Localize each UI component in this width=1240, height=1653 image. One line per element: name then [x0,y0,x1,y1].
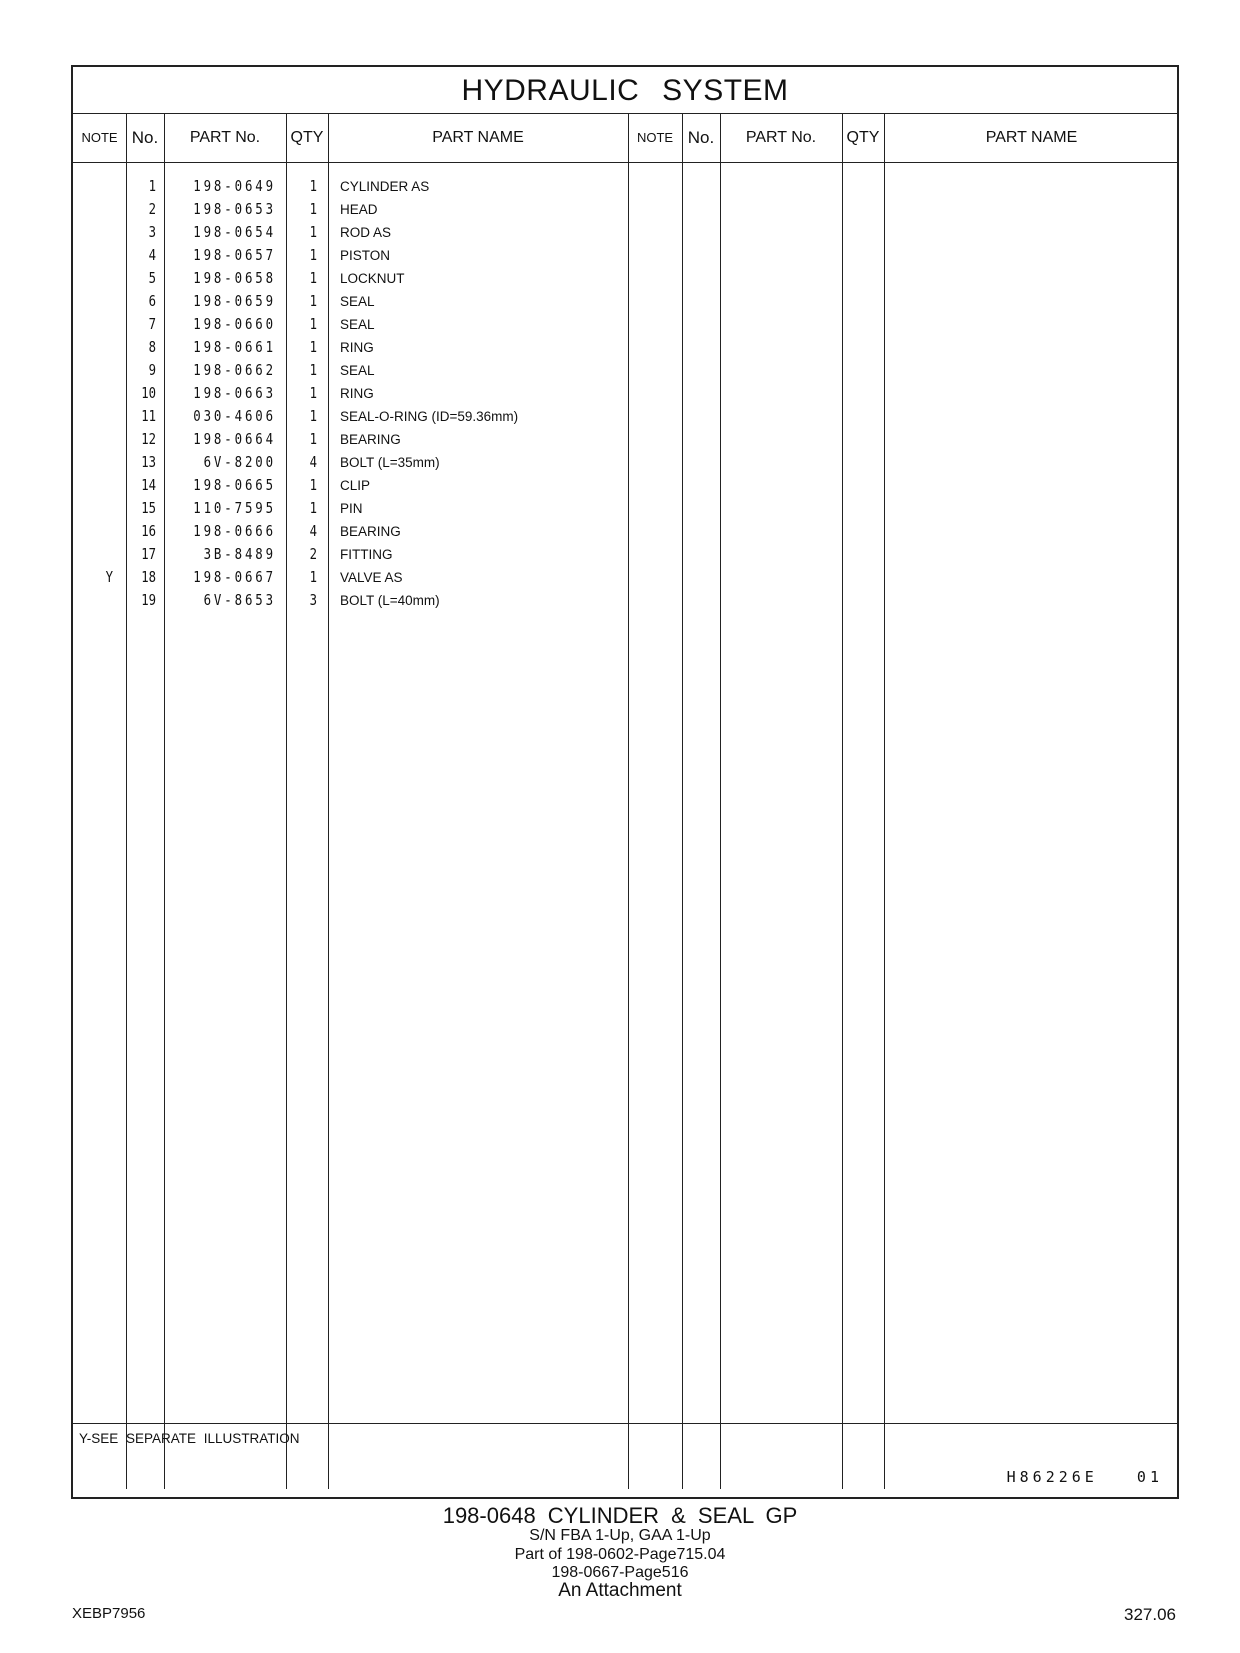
table-row [73,543,633,566]
item-number: 18 [141,568,156,586]
table-row [73,175,633,198]
item-number: 10 [141,384,156,402]
quantity: 1 [309,430,317,448]
header-note: NOTE [636,130,674,145]
part-number: 110-7595 [193,499,276,517]
footnote-divider [73,1423,1177,1424]
quantity: 1 [309,568,317,586]
part-number: 6V-8200 [203,453,276,471]
item-number: 9 [148,361,156,379]
table-row [73,244,633,267]
table-row [73,497,633,520]
table-title: HYDRAULIC SYSTEM [461,74,789,107]
column-divider [720,113,721,1489]
quantity: 1 [309,338,317,356]
page-number: 327.06 [1124,1605,1176,1624]
quantity: 1 [309,269,317,287]
quantity: 1 [309,200,317,218]
column-divider [884,113,885,1489]
part-name: BEARING [340,524,401,539]
quantity: 1 [309,292,317,310]
note-cell [80,520,113,543]
column-divider [682,113,683,1489]
header-note: NOTE [81,130,118,145]
part-number: 198-0658 [193,269,276,287]
note-cell [80,336,113,359]
note-cell: Y [105,568,113,586]
note-cell [80,451,113,474]
header-part-name: PART NAME [432,129,524,146]
table-row [73,520,633,543]
item-number: 19 [141,591,156,609]
part-name: SEAL [340,317,375,332]
part-name: SEAL [340,363,375,378]
note-cell [80,382,113,405]
part-number: 6V-8653 [203,591,276,609]
quantity: 1 [309,315,317,333]
item-number: 11 [141,407,156,425]
part-number: 198-0660 [193,315,276,333]
quantity: 1 [309,361,317,379]
part-number: 198-0657 [193,246,276,264]
table-row [73,313,633,336]
part-name: HEAD [340,202,378,217]
note-cell [80,175,113,198]
part-name: SEAL-O-RING (ID=59.36mm) [340,409,519,424]
note-cell [80,198,113,221]
parent-reference: Part of 198-0602-Page715.04 [514,1546,726,1563]
note-cell [80,589,113,612]
item-number: 7 [148,315,156,333]
note-cell [80,543,113,566]
part-number: 198-0659 [193,292,276,310]
note-cell [80,428,113,451]
header-divider [73,162,1177,163]
attachment-label: An Attachment [558,1580,682,1601]
part-number: 198-0654 [193,223,276,241]
header-part-name: PART NAME [985,129,1078,146]
quantity: 2 [309,545,317,563]
part-name: LOCKNUT [340,271,405,286]
item-number: 8 [148,338,156,356]
note-cell [80,474,113,497]
quantity: 1 [309,177,317,195]
header-part-no: PART No. [189,129,261,146]
illustration-id: H86226E 01 [1006,1468,1163,1486]
part-name: CYLINDER AS [340,179,430,194]
table-row [73,267,633,290]
part-number: 198-0663 [193,384,276,402]
serial-range: S/N FBA 1-Up, GAA 1-Up [529,1527,711,1544]
part-number: 198-0664 [193,430,276,448]
table-row [73,405,633,428]
part-name: RING [340,386,374,401]
part-number: 198-0653 [193,200,276,218]
header-qty: QTY [290,129,324,146]
item-number: 3 [148,223,156,241]
item-number: 16 [141,522,156,540]
table-row [73,451,633,474]
part-name: RING [340,340,374,355]
note-cell [80,313,113,336]
table-row [73,198,633,221]
table-row [73,359,633,382]
table-row [73,589,633,612]
note-cell [80,244,113,267]
item-number: 2 [148,200,156,218]
header-qty: QTY [846,129,880,146]
part-number: 198-0661 [193,338,276,356]
header-part-no: PART No. [745,129,817,146]
quantity: 1 [309,223,317,241]
quantity: 1 [309,384,317,402]
part-number: 198-0649 [193,177,276,195]
part-name: BEARING [340,432,401,447]
part-name: PISTON [340,248,391,263]
part-name: SEAL [340,294,375,309]
item-number: 13 [141,453,156,471]
note-cell [80,497,113,520]
part-name: BOLT (L=40mm) [340,593,440,608]
note-cell [80,359,113,382]
quantity: 4 [309,522,317,540]
part-number: 198-0662 [193,361,276,379]
quantity: 1 [309,407,317,425]
item-number: 4 [148,246,156,264]
quantity: 3 [309,591,317,609]
table-row [73,221,633,244]
part-name: CLIP [340,478,371,493]
item-number: 15 [141,499,156,517]
document-id: XEBP7956 [72,1605,146,1622]
part-number: 198-0667 [193,568,276,586]
valve-reference: 198-0667-Page516 [551,1564,689,1581]
part-name: BOLT (L=35mm) [340,455,440,470]
quantity: 1 [309,499,317,517]
footnote: Y-SEE SEPARATE ILLUSTRATION [79,1431,300,1446]
table-row [73,474,633,497]
item-number: 6 [148,292,156,310]
note-cell [80,405,113,428]
quantity: 1 [309,476,317,494]
quantity: 4 [309,453,317,471]
table-row [73,428,633,451]
part-number: 198-0665 [193,476,276,494]
part-number: 198-0666 [193,522,276,540]
item-number: 12 [141,430,156,448]
table-row [73,290,633,313]
part-number: 3B-8489 [203,545,276,563]
note-cell [80,221,113,244]
header-no: No. [131,128,159,147]
table-row [73,336,633,359]
part-name: PIN [340,501,363,516]
column-divider [842,113,843,1489]
note-cell [80,290,113,313]
group-title: 198-0648 CYLINDER & SEAL GP [442,1503,798,1528]
item-number: 1 [148,177,156,195]
item-number: 17 [141,545,156,563]
part-number: 030-4606 [193,407,276,425]
quantity: 1 [309,246,317,264]
parts-table [71,65,1179,1499]
table-row [73,566,633,589]
item-number: 14 [141,476,156,494]
table-row [73,382,633,405]
part-name: FITTING [340,547,393,562]
part-name: ROD AS [340,225,392,240]
part-name: VALVE AS [340,570,403,585]
note-cell [80,267,113,290]
item-number: 5 [148,269,156,287]
header-no: No. [687,128,715,147]
